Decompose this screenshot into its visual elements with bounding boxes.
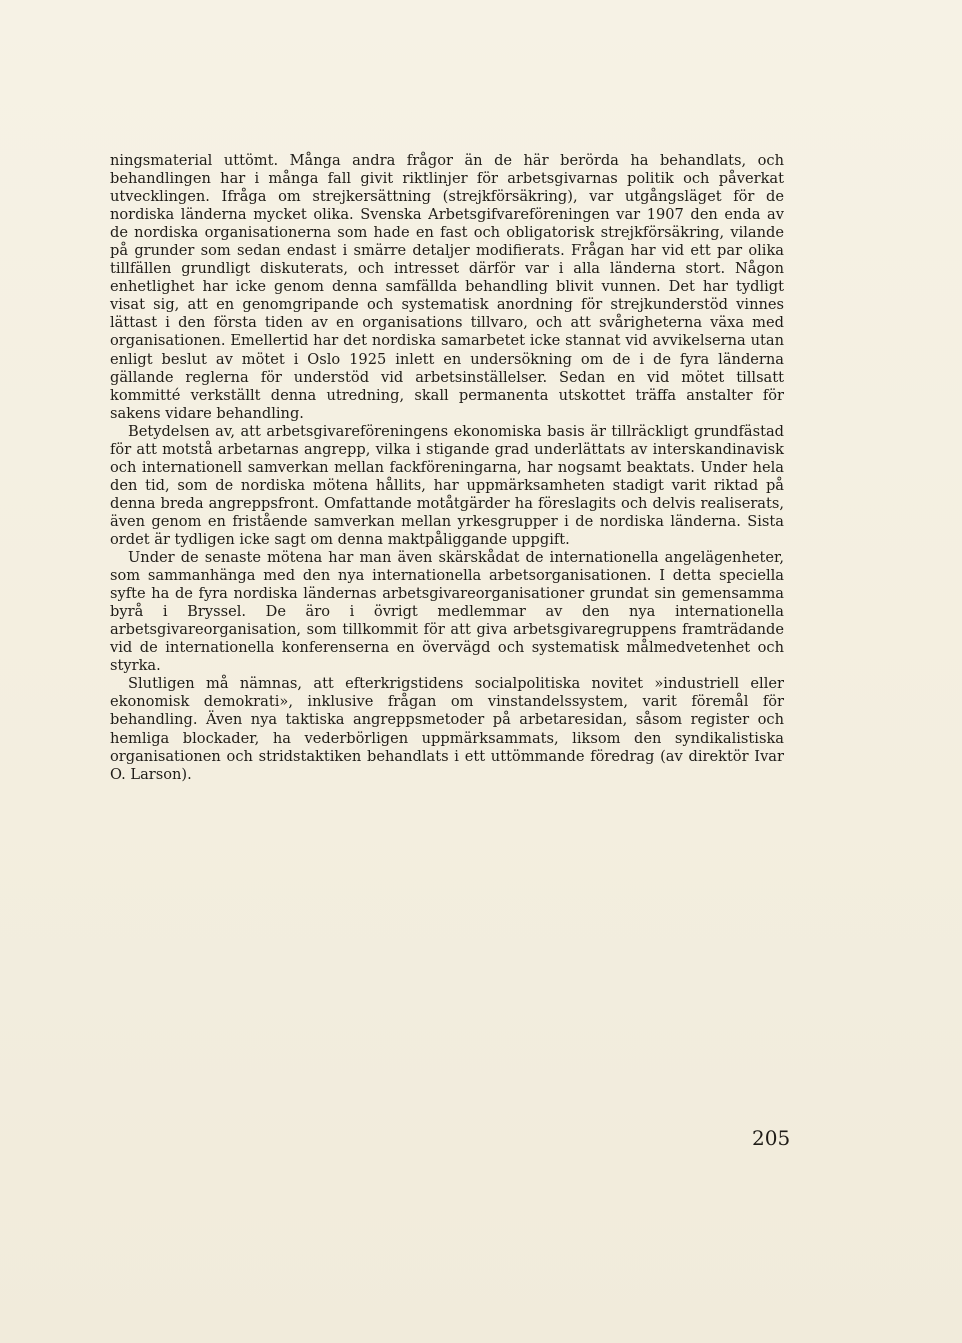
paragraph-4: Slutligen må nämnas, att efterkrigstidens socialpolitiska novitet »industriell eller ekonomisk demokrati», inklusive frågan om vinstandelssystem, varit föremål för behandling. Även nya taktiska angreppsmetoder på arbetaresidan, såsom register och hemliga blockader, ha vederbörligen uppmärksammats, liksom den syndikalistiska organisationen och stridstaktiken behandlats i ett uttömmande föredrag (av direktör Ivar O. Larson).	[110, 675, 784, 783]
page-number: 205	[752, 1126, 791, 1150]
paragraph-3: Under de senaste mötena har man även skärskådat de internationella angelägenheter, som sammanhänga med den nya internationella arbetsorganisationen. I detta speciella syfte ha de fyra nordiska ländernas arbetsgivareorganisationer grundat sin gemensamma byrå i Bryssel. De äro i övrigt medlemmar av den nya internationella arbetsgivareorganisation, som tillkommit för att giva arbetsgivaregruppens framträdande vid de internationella konferenserna en övervägd och systematisk målmedvetenhet och styrka.	[110, 549, 784, 675]
body-text	[110, 152, 784, 784]
paragraph-1: ningsmaterial uttömt. Många andra frågor än de här berörda ha behandlats, och behandlingen har i många fall givit riktlinjer för arbetsgivarnas politik och påverkat utvecklingen. Ifråga om strejkersättning (strejkförsäkring), var utgångsläget för de nordiska länderna mycket olika. Svenska Arbetsgifvareföreningen var 1907 den enda av de nordiska organisationerna som hade en fast och obligatorisk strejkförsäkring, vilande på grunder som sedan endast i smärre detaljer modifierats. Frågan har vid ett par olika tillfällen grundligt diskuterats, och intresset därför var i alla länderna stort. Någon enhetlighet har icke genom denna samfällda behandling blivit vunnen. Det har tydligt visat sig, att en genomgripande och systematisk anordning för strejkunderstöd vinnes lättast i den första tiden av en organisations tillvaro, och att svårigheterna växa med organisationen. Emellertid har det nordiska samarbetet icke stannat vid avvikelserna utan enligt beslut av mötet i Oslo 1925 inlett en undersökning om de i de fyra länderna gällande reglerna för understöd vid arbetsinställelser. Sedan en vid mötet tillsatt kommitté verkställt denna utredning, skall permanenta utskottet träffa anstalter för sakens vidare behandling.	[110, 152, 784, 422]
paragraph-2: Betydelsen av, att arbetsgivareföreningens ekonomiska basis är tillräckligt grundfästad för att motstå arbetarnas angrepp, vilka i stigande grad underlättats av interskandinavisk och internationell samverkan mellan fackföreningarna, har nogsamt beaktats. Under hela den tid, som de nordiska mötena hållits, har uppmärksamheten stadigt varit riktad på denna breda angreppsfront. Omfattande motåtgärder ha föreslagits och delvis realiserats, även genom en fristående samverkan mellan yrkesgrupper i de nordiska länderna. Sista ordet är tydligen icke sagt om denna maktpåliggande uppgift.	[110, 422, 784, 548]
